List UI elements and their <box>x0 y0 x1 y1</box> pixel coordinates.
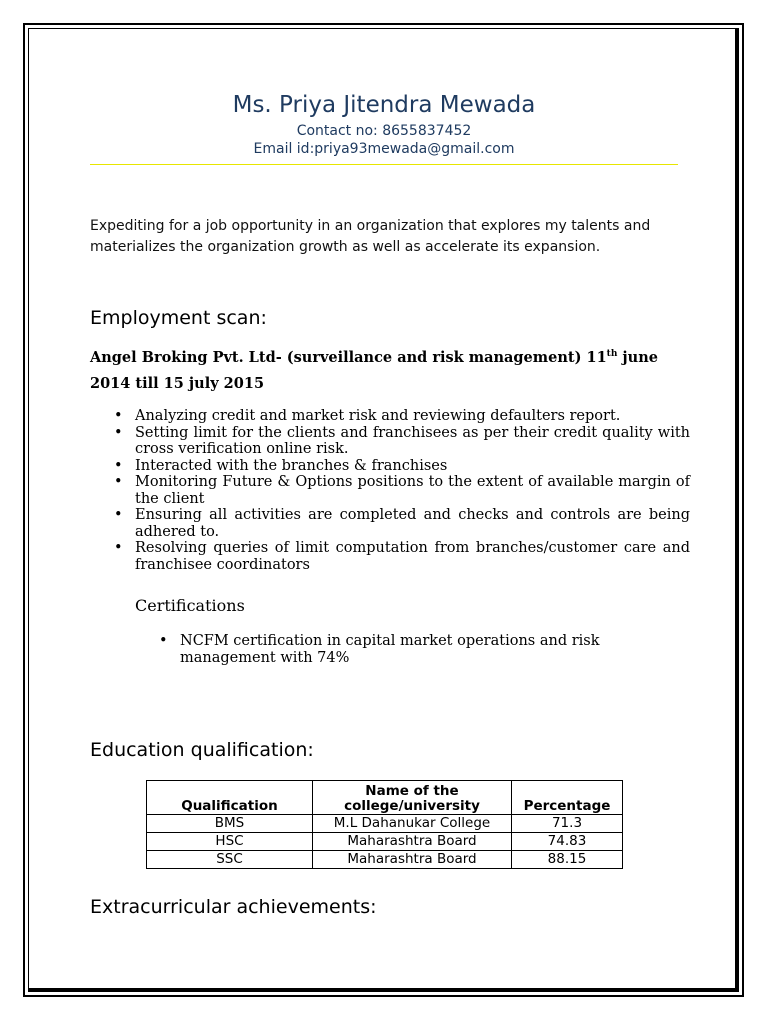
list-item <box>90 425 690 458</box>
certification-text: NCFM certification in capital market operations and risk management with 74% <box>180 633 600 666</box>
cell-college: Maharashtra Board <box>313 833 512 851</box>
extracurricular-heading: Extracurricular achievements: <box>90 896 377 918</box>
job-duties-list <box>90 408 690 573</box>
column-header-percentage: Percentage <box>512 781 623 815</box>
contact-number: Contact no: 8655837452 <box>296 123 472 139</box>
job-title-part: Angel Broking Pvt. Ltd- (surveillance and risk management) 11 <box>90 349 607 366</box>
table-row <box>147 815 623 833</box>
duty-text: Ensuring all activities are completed and checks and controls are being adhered to. <box>135 507 690 540</box>
cell-percentage: 74.83 <box>512 833 623 851</box>
duty-text: Setting limit for the clients and franchisees as per their credit quality with cross verification online risk. <box>135 424 690 457</box>
cell-qualification: SSC <box>147 851 313 869</box>
bullet-icon: • <box>114 424 123 441</box>
career-objective: Expediting for a job opportunity in an organization that explores my talents and materializes the organization growth as well as accelerate its expansion. <box>90 218 651 255</box>
table-header-row <box>147 781 623 815</box>
list-item <box>90 474 690 507</box>
bullet-icon: • <box>114 474 123 490</box>
cell-qualification: HSC <box>147 833 313 851</box>
duty-text: Analyzing credit and market risk and reviewing defaulters report. <box>135 408 621 424</box>
cell-qualification: BMS <box>147 815 313 833</box>
header-divider <box>90 164 678 165</box>
employment-heading: Employment scan: <box>90 307 267 329</box>
bullet-icon: • <box>159 633 168 649</box>
cell-percentage: 71.3 <box>512 815 623 833</box>
candidate-name: Ms. Priya Jitendra Mewada <box>232 92 536 118</box>
duty-text: Monitoring Future & Options positions to the extent of available margin of the client <box>135 474 690 507</box>
cell-college: M.L Dahanukar College <box>313 815 512 833</box>
table-row <box>147 833 623 851</box>
education-heading: Education qualification: <box>90 739 314 761</box>
table-row <box>147 851 623 869</box>
certifications-list <box>135 633 615 666</box>
list-item <box>90 507 690 540</box>
column-header-college: Name of the college/university <box>313 781 512 815</box>
cell-percentage: 88.15 <box>512 851 623 869</box>
certifications-heading: Certifications <box>135 596 245 615</box>
bullet-icon: • <box>114 507 123 523</box>
duty-text: Resolving queries of limit computation from branches/customer care and franchisee coordinators <box>135 540 690 573</box>
list-item <box>90 458 690 475</box>
job-title-superscript: th <box>606 349 618 360</box>
email-address: Email id:priya93mewada@gmail.com <box>253 141 515 157</box>
cell-college: Maharashtra Board <box>313 851 512 869</box>
job-title-dates: june 2014 till 15 july 2015 <box>90 349 658 392</box>
duty-text: Interacted with the branches & franchises <box>135 457 448 474</box>
bullet-icon: • <box>114 540 123 556</box>
education-table <box>146 780 623 869</box>
list-item <box>135 633 615 666</box>
job-title <box>90 345 690 397</box>
column-header-qualification: Qualification <box>147 781 313 815</box>
bullet-icon: • <box>114 457 123 474</box>
list-item <box>90 408 690 425</box>
bullet-icon: • <box>114 408 123 424</box>
list-item <box>90 540 690 573</box>
